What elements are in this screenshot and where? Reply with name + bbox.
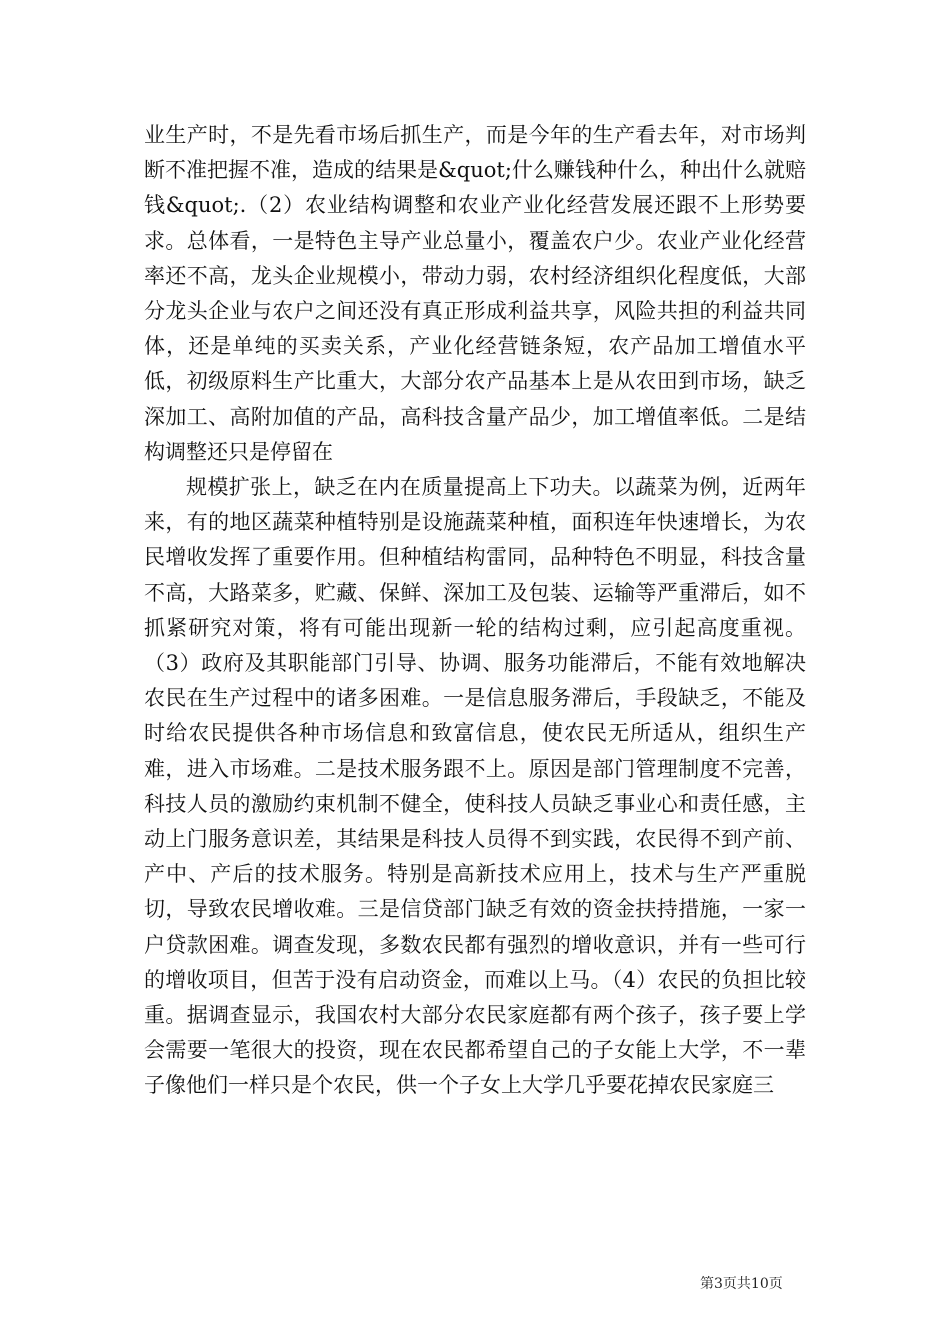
page-number: 第3页共10页 [700,1276,783,1292]
paragraph-1: 业生产时，不是先看市场后抓生产，而是今年的生产看去年，对市场判断不准把握不准，造成的结果是&quot;什么赚钱种什么，种出什么就赔钱&quot;.（2）农业结构调整和农业产业化经营发展还跟不上形势要求。总体看，一是特色主导产业总量小，覆盖农户少。农业产业化经营率还不高，龙头企业规模小，带动力弱，农村经济组织化程度低，大部分龙头企业与农户之间还没有真正形成利益共享，风险共担的利益共同体，还是单纯的买卖关系，产业化经营链条短，农产品加工增值水平低，初级原料生产比重大，大部分农产品基本上是从农田到市场，缺乏深加工、高附加值的产品，高科技含量产品少，加工增值率低。二是结构调整还只是停留在 [144,123,806,464]
paragraph-2: 规模扩张上，缺乏在内在质量提高上下功夫。以蔬菜为例，近两年来，有的地区蔬菜种植特别是设施蔬菜种植，面积连年快速增长，为农民增收发挥了重要作用。但种植结构雷同，品种特色不明显，科技含量不高，大路菜多，贮藏、保鲜、深加工及包装、运输等严重滞后，如不抓紧研究对策，将有可能出现新一轮的结构过剩，应引起高度重视。（3）政府及其职能部门引导、协调、服务功能滞后，不能有效地解决农民在生产过程中的诸多困难。一是信息服务滞后，手段缺乏，不能及时给农民提供各种市场信息和致富信息，使农民无所适从，组织生产难，进入市场难。二是技术服务跟不上。原因是部门管理制度不完善，科技人员的激励约束机制不健全，使科技人员缺乏事业心和责任感，主动上门服务意识差，其结果是科技人员得不到实践，农民得不到产前、产中、产后的技术服务。特别是高新技术应用上，技术与生产严重脱切，导致农民增收难。三是信贷部门缺乏有效的资金扶持措施，一家一户贷款困难。调查发现，多数农民都有强烈的增收意识，并有一些可行的增收项目，但苦于没有启动资金，而难以上马。（4）农民的负担比较重。据调查显示，我国农村大部分农民家庭都有两个孩子，孩子要上学会需要一笔很大的投资，现在农民都希望自己的子女能上大学，不一辈子像他们一样只是个农民，供一个子女上大学几乎要花掉农民家庭三 [144,475,806,1098]
body-text [144,118,806,1104]
